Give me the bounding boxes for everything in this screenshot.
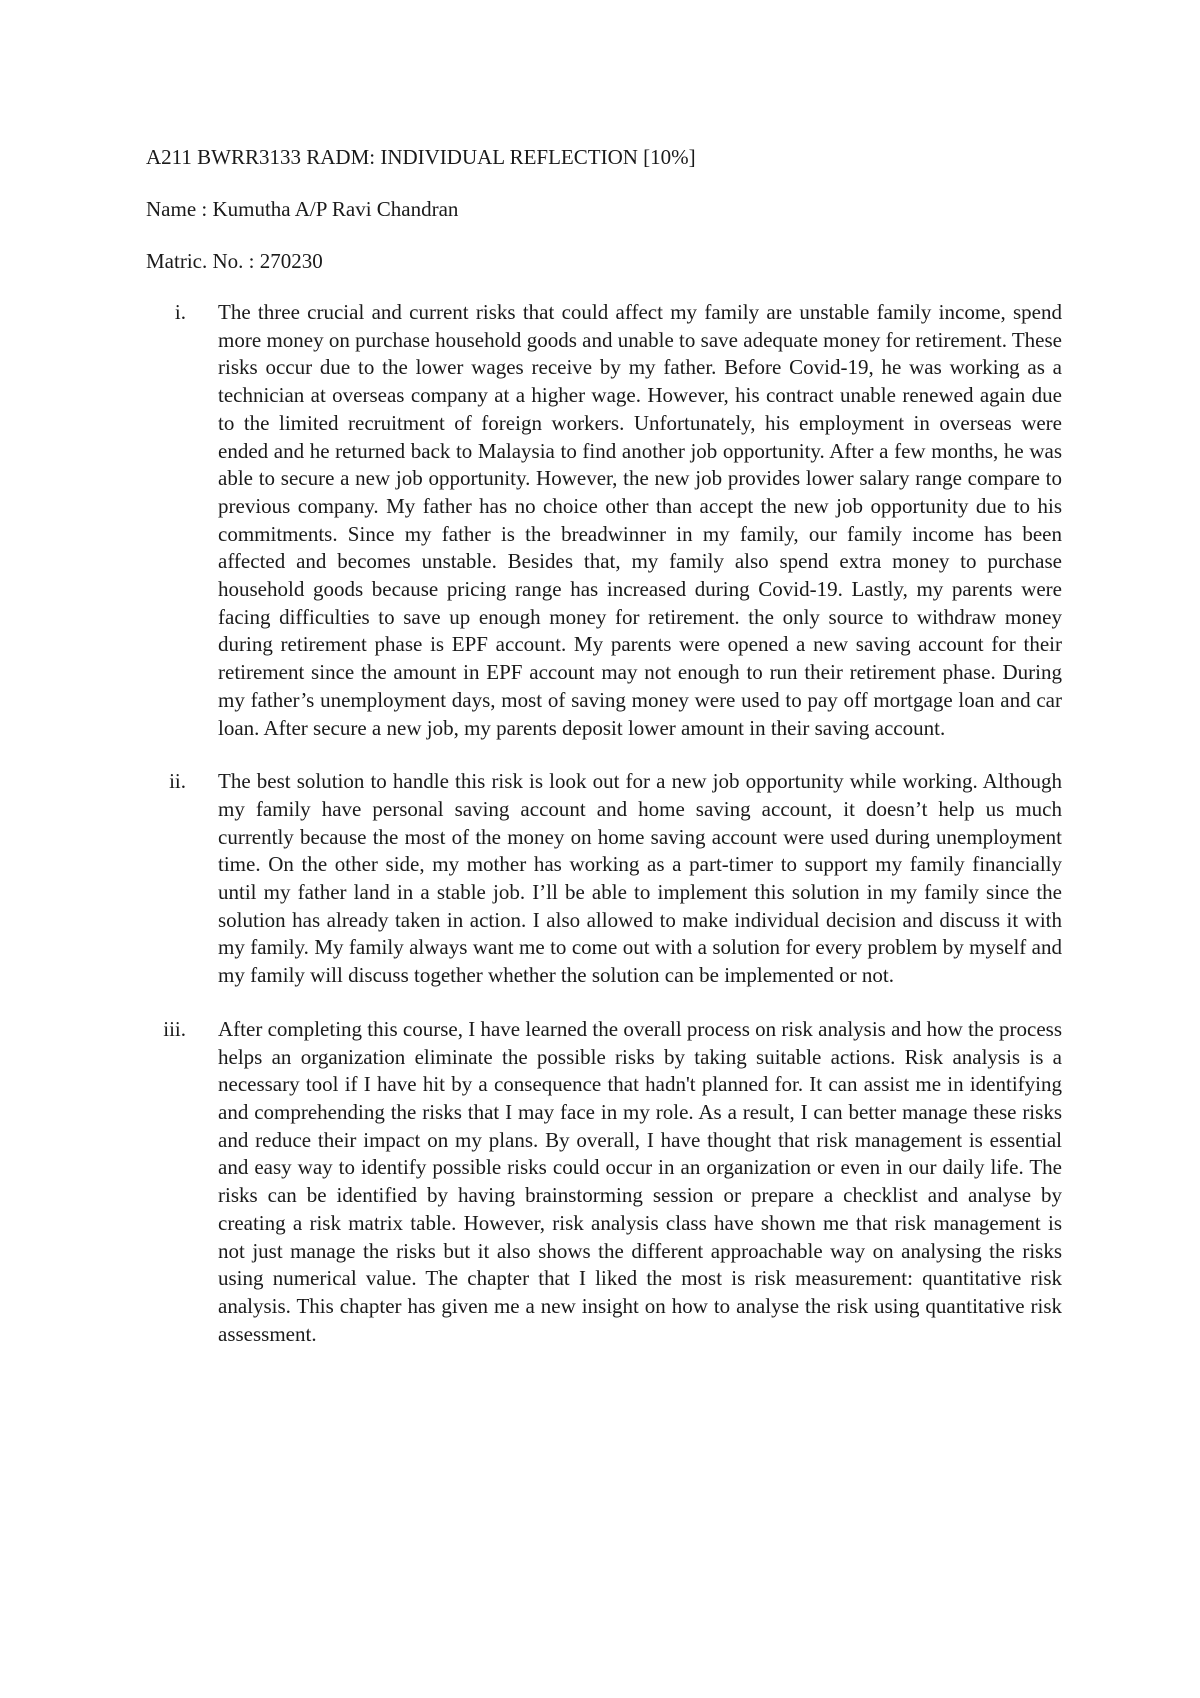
reflection-paragraph: After completing this course, I have learned the overall process on risk analysis and how the process helps an organization eliminate the possible risks by taking suitable actions. Risk analysis is a necessary tool if I have hit by a consequence that hadn't planned for. It can assist me in identifying and comprehending the risks that I may face in my role. As a result, I can better manage these risks and reduce their impact on my plans. By overall, I have thought that risk management is essential and easy way to identify possible risks could occur in an organization or even in our daily life. The risks can be identified by having brainstorming session or prepare a checklist and analyse by creating a risk matrix table. However, risk analysis class have shown me that risk management is not just manage the risks but it also shows the different approachable way on analysing the risks using numerical value. The chapter that I liked the most is risk measurement: quantitative risk analysis. This chapter has given me a new insight on how to analyse the risk using quantitative risk assessment. [218, 1016, 1062, 1346]
list-marker: ii. [169, 769, 186, 794]
student-name: Name : Kumutha A/P Ravi Chandran [146, 197, 459, 221]
list-marker: i. [174, 300, 186, 324]
document-title: A211 BWRR3133 RADM: INDIVIDUAL REFLECTION [10%] [146, 145, 696, 169]
reflection-paragraph: The three crucial and current risks that could affect my family are unstable family income, spend more money on purchase household goods and unable to save adequate money for retirement. These risks occur due to the lower wages receive by my father. Before Covid-19, he was working as a technician at overseas company at a higher wage. However, his contract unable renewed again due to the limited recruitment of foreign workers. Unfortunately, his employment in overseas were ended and he returned back to Malaysia to find another job opportunity. After a few months, he was able to secure a new job opportunity. However, the new job provides lower salary range compare to previous company. My father has no choice other than accept the new job opportunity due to his commitments. Since my father is the breadwinner in my family, our family income has been affected and becomes unstable. Besides that, my family also spend extra money to purchase household goods because pricing range has increased during Covid-19. Lastly, my parents were facing difficulties to save up enough money for retirement. the only source to withdraw money during retirement phase is EPF account. My parents were opened a new saving account for their retirement since the amount in EPF account may not enough to run their retirement phase. During my father’s unemployment days, most of saving money were used to pay off mortgage loan and car loan. After secure a new job, my parents deposit lower amount in their saving account. [218, 300, 1062, 740]
list-item [146, 768, 1062, 990]
list-item [146, 299, 1062, 742]
list-item [146, 1016, 1062, 1348]
matric-number: Matric. No. : 270230 [146, 249, 323, 273]
list-marker: iii. [163, 1016, 186, 1041]
document-body [146, 143, 1062, 1374]
reflection-list [146, 299, 1062, 1348]
reflection-paragraph: The best solution to handle this risk is look out for a new job opportunity while working. Although my family have personal saving account and home saving account, it doesn’t help us much currently because the most of the money on home saving account were used during unemployment time. On the other side, my mother has working as a part-timer to support my family financially until my father land in a stable job. I’ll be able to implement this solution in my family since the solution has already taken in action. I also allowed to make individual decision and discuss it with my family. My family always want me to come out with a solution for every problem by myself and my family will discuss together whether the solution can be implemented or not. [218, 769, 1062, 988]
